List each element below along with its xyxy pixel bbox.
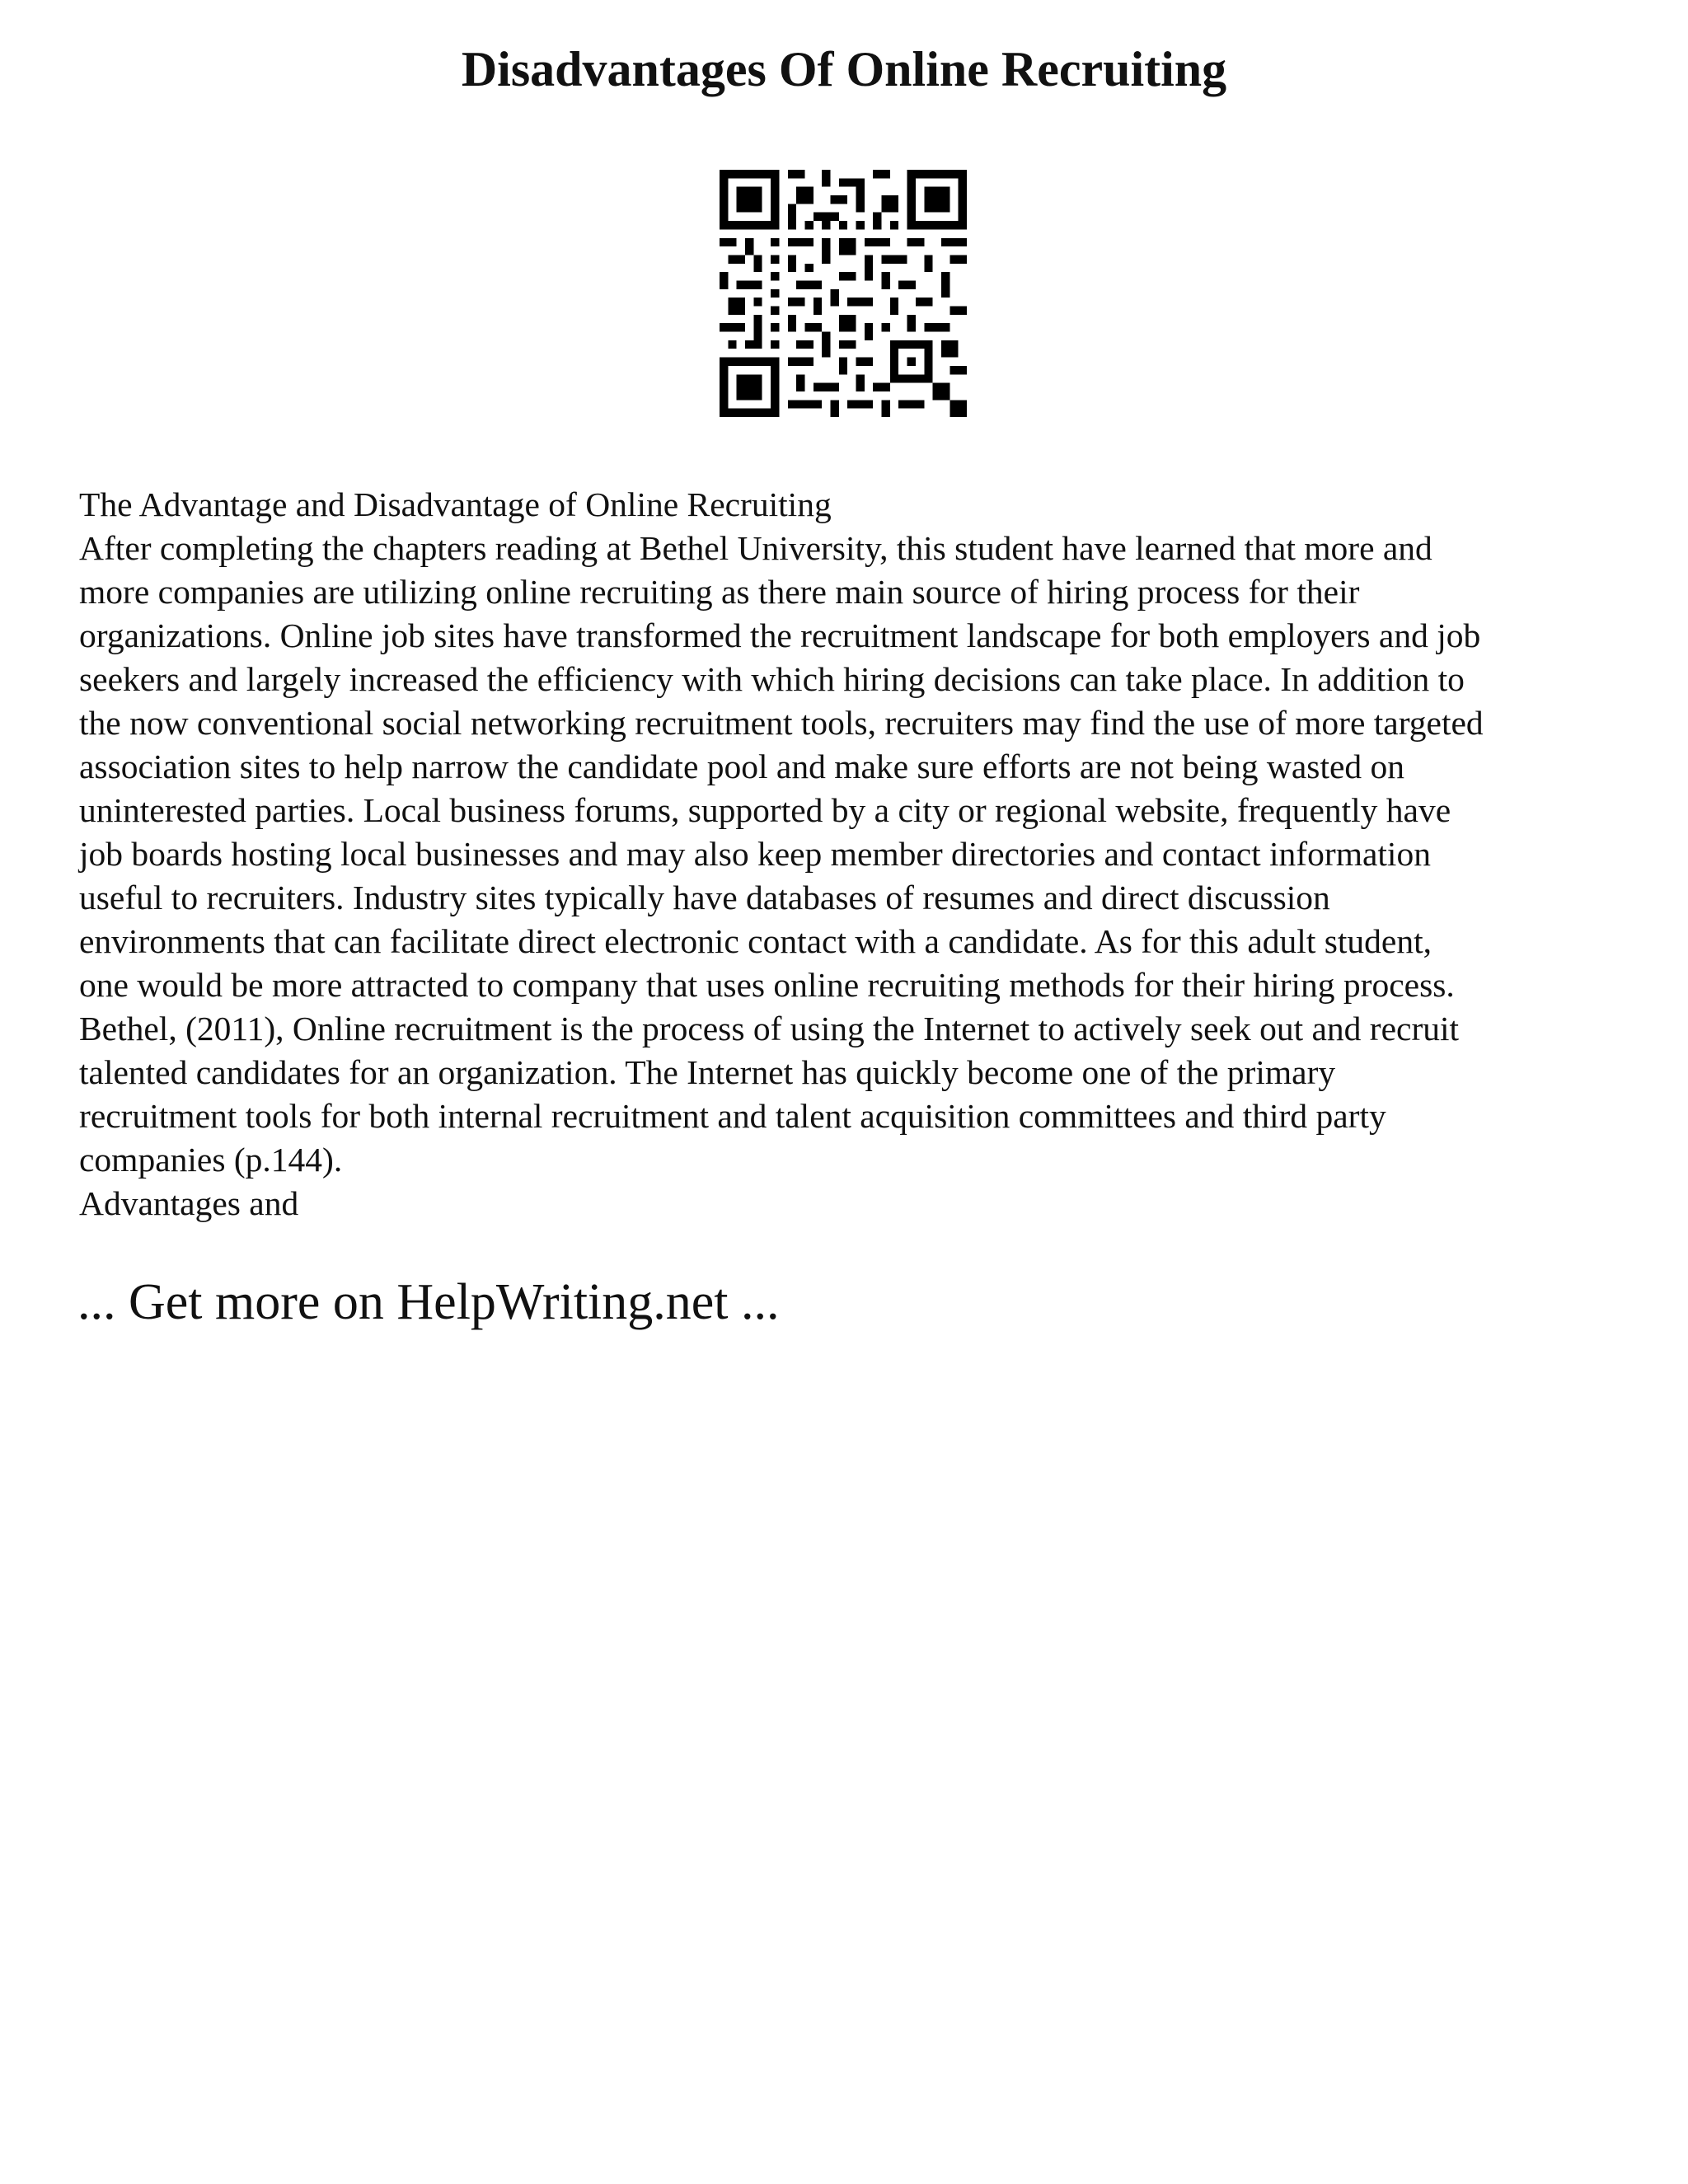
body-line: useful to recruiters. Industry sites typically have databases of resumes and direct discussion — [79, 879, 1330, 916]
body-line: one would be more attracted to company that uses online recruiting methods for their hiring process. — [79, 966, 1455, 1004]
body-line: uninterested parties. Local business forums, supported by a city or regional website, frequently have — [79, 791, 1451, 829]
body-line: more companies are utilizing online recruiting as there main source of hiring process for their — [79, 573, 1360, 611]
body-line: environments that can facilitate direct electronic contact with a candidate. As for this adult student, — [79, 922, 1432, 960]
body-line: seekers and largely increased the efficiency with which hiring decisions can take place. In addition to — [79, 660, 1465, 698]
qr-code-icon — [720, 170, 967, 417]
body-line: job boards hosting local businesses and may also keep member directories and contact information — [79, 835, 1431, 873]
document-body — [79, 483, 1629, 1226]
body-line: companies (p.144). — [79, 1141, 343, 1179]
body-line: Bethel, (2011), Online recruitment is the process of using the Internet to actively seek out and recruit — [79, 1010, 1460, 1047]
body-line: talented candidates for an organization. The Internet has quickly become one of the primary — [79, 1053, 1336, 1091]
body-line: the now conventional social networking recruitment tools, recruiters may find the use of more targeted — [79, 704, 1484, 742]
qr-code-graphic — [720, 170, 967, 417]
document-title: Disadvantages Of Online Recruiting — [461, 42, 1227, 96]
body-line: Advantages and — [79, 1184, 299, 1222]
section-heading: The Advantage and Disadvantage of Online Recruiting — [79, 485, 832, 523]
body-line: association sites to help narrow the candidate pool and make sure efforts are not being wasted on — [79, 748, 1405, 785]
get-more-link[interactable]: ... Get more on HelpWriting.net ... — [77, 1274, 780, 1330]
body-line: organizations. Online job sites have transformed the recruitment landscape for both employers and job — [79, 616, 1481, 654]
body-line: After completing the chapters reading at Bethel University, this student have learned that more and — [79, 529, 1432, 567]
body-line: recruitment tools for both internal recruitment and talent acquisition committees and third party — [79, 1097, 1386, 1135]
